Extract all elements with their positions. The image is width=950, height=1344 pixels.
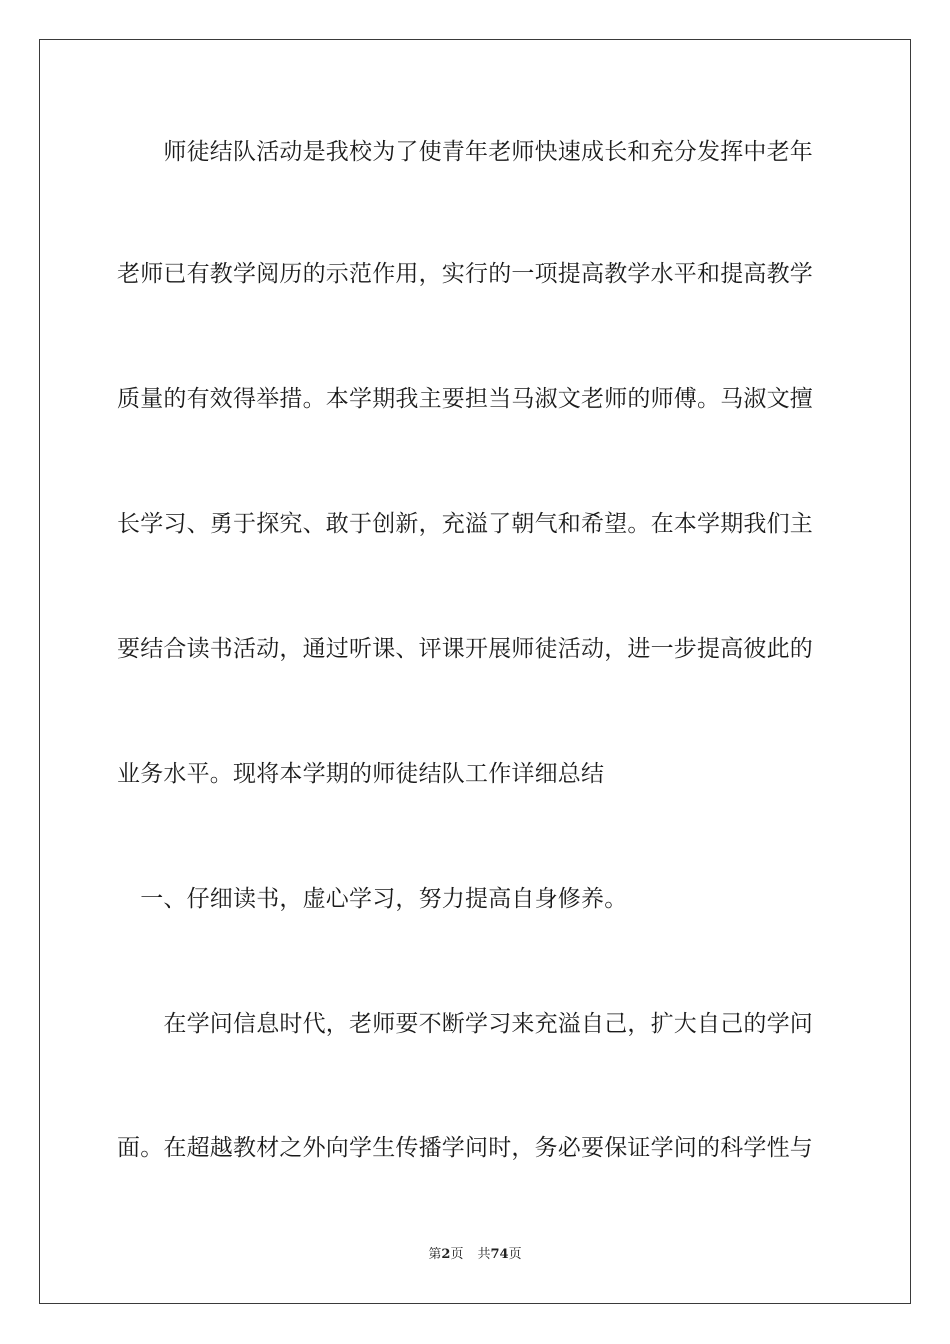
total-pages: 74 <box>490 1247 509 1262</box>
page-border <box>39 39 911 1304</box>
page-suffix: 页 <box>450 1247 464 1262</box>
paragraph-line-5: 要结合读书活动，通过听课、评课开展师徒活动，进一步提高彼此的 <box>117 636 813 662</box>
paragraph-line-6: 业务水平。现将本学期的师徒结队工作详细总结 <box>117 761 605 787</box>
paragraph-line-3: 质量的有效得举措。本学期我主要担当马淑文老师的师傅。马淑文擅 <box>117 386 813 412</box>
section-heading: 一、仔细读书，虚心学习，努力提高自身修养。 <box>117 886 628 912</box>
total-suffix: 页 <box>508 1247 522 1262</box>
paragraph-line-8: 面。在超越教材之外向学生传播学问时，务必要保证学问的科学性与 <box>117 1135 813 1161</box>
page-number: 2 <box>441 1247 451 1262</box>
page-footer <box>0 1246 950 1264</box>
page-prefix: 第 <box>428 1247 442 1262</box>
paragraph-line-4: 长学习、勇于探究、敢于创新，充溢了朝气和希望。在本学期我们主 <box>117 511 813 537</box>
paragraph-line-1: 师徒结队活动是我校为了使青年老师快速成长和充分发挥中老年 <box>117 139 813 165</box>
paragraph-line-7: 在学问信息时代，老师要不断学习来充溢自己，扩大自己的学问 <box>117 1011 813 1037</box>
total-prefix: 共 <box>477 1247 491 1262</box>
paragraph-line-2: 老师已有教学阅历的示范作用，实行的一项提高教学水平和提高教学 <box>117 261 813 287</box>
